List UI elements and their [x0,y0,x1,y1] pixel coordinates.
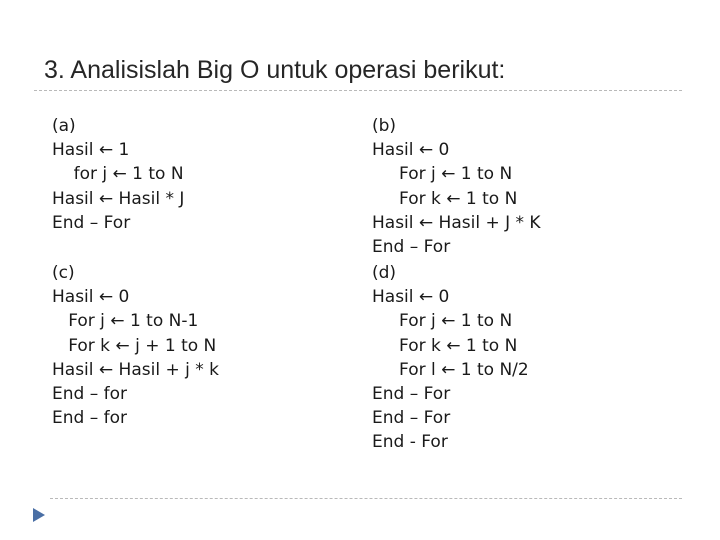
code-line: (d) [372,263,397,283]
title-divider [34,90,682,91]
code-line: For j ← 1 to N [372,311,513,332]
code-line: Hasil ← 0 [372,287,450,308]
code-block-a [52,114,362,235]
code-line: For k ← 1 to N [372,335,518,356]
footer-divider [50,498,682,499]
code-line: End – for [52,383,127,404]
code-line: End – For [372,383,451,404]
code-line: (b) [372,116,397,136]
code-line: End – For [372,236,451,257]
code-line: For j ← 1 to N [372,164,513,185]
code-block-b [372,114,682,259]
code-line: End - For [372,432,448,453]
code-line: For j ← 1 to N-1 [52,311,199,332]
code-line: For l ← 1 to N/2 [372,359,529,380]
play-triangle-icon [33,508,45,522]
code-block-c [52,261,362,430]
code-line: Hasil ← 0 [372,140,450,161]
code-line: (a) [52,116,76,136]
code-line: End – For [372,408,451,429]
code-line: End – for [52,408,127,429]
code-block-d [372,261,682,455]
code-line: End – For [52,212,131,233]
code-line: For k ← j + 1 to N [52,335,217,356]
code-line: Hasil ← Hasil + J * K [372,212,541,233]
code-line: (c) [52,263,75,283]
code-line: for j ← 1 to N [52,164,184,185]
code-line: Hasil ← 1 [52,140,130,161]
slide-title: 3. Analisislah Big O untuk operasi berikut: [44,56,506,84]
code-line: Hasil ← Hasil * J [52,188,185,209]
code-line: Hasil ← Hasil + j * k [52,359,219,380]
code-line: For k ← 1 to N [372,188,518,209]
code-line: Hasil ← 0 [52,287,130,308]
